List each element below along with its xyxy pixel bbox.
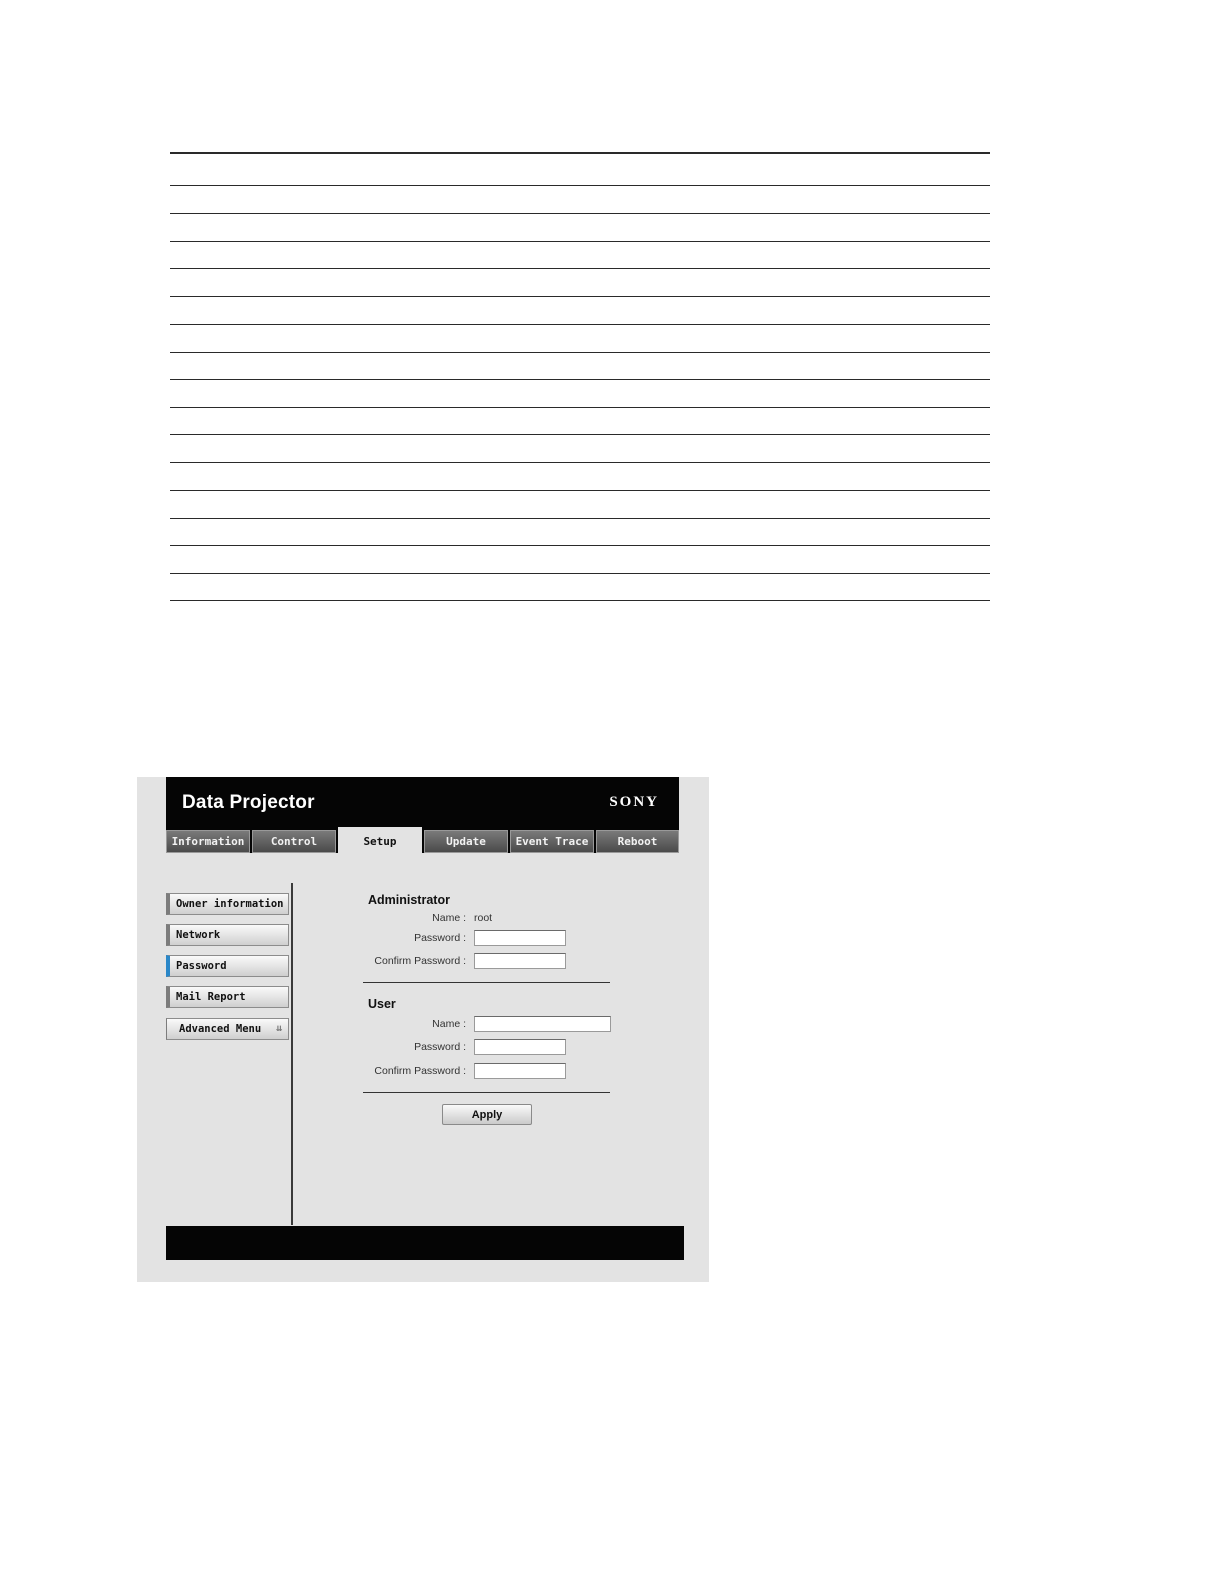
admin-name-value: root [474,912,493,924]
user-confirm-password-label: Confirm Password : [374,1065,466,1077]
section-divider [363,1092,610,1093]
admin-confirm-password-label: Confirm Password : [374,955,466,967]
sidebar-item-label: Owner information [176,898,284,910]
app-title: Data Projector [182,792,315,813]
sidebar-item-advanced-menu[interactable] [166,1018,289,1040]
user-name-input[interactable] [474,1016,611,1032]
user-confirm-password-input[interactable] [474,1063,566,1079]
rule-line [170,241,990,242]
user-section-title: User [368,997,396,1011]
tab-control[interactable]: Control [252,830,336,853]
sidebar-item-owner-information[interactable] [166,893,289,915]
admin-password-label: Password : [414,932,466,944]
app-header [166,777,679,853]
rule-line [170,379,990,380]
rule-line [170,518,990,519]
double-chevron-down-icon: ⇊ [275,1023,282,1034]
rule-line [170,352,990,353]
sidebar-item-label: Password [176,960,227,972]
sidebar-item-label: Advanced Menu [179,1023,262,1035]
brand-logo: SONY [609,794,659,810]
rule-line [170,185,990,186]
rule-line [170,296,990,297]
sidebar-item-mail-report[interactable] [166,986,289,1008]
projector-web-ui [137,777,709,1282]
tab-update[interactable]: Update [424,830,508,853]
sidebar-item-label: Network [176,929,221,941]
rule-line [170,152,990,154]
footer-bar [166,1226,684,1260]
sidebar-item-network[interactable] [166,924,289,946]
section-divider [363,982,610,983]
sidebar-divider [291,883,293,1225]
admin-confirm-password-input[interactable] [474,953,566,969]
rule-line [170,434,990,435]
rule-line [170,324,990,325]
rule-line [170,268,990,269]
rule-line [170,407,990,408]
rule-line [170,545,990,546]
tab-reboot[interactable]: Reboot [596,830,679,853]
rule-line [170,600,990,601]
administrator-section-title: Administrator [368,893,450,907]
user-name-label: Name : [432,1018,466,1030]
tab-bar [166,827,679,853]
admin-password-input[interactable] [474,930,566,946]
rule-line [170,213,990,214]
rule-line [170,573,990,574]
apply-button[interactable]: Apply [442,1104,532,1125]
admin-name-label: Name : [432,912,466,924]
sidebar-item-label: Mail Report [176,991,246,1003]
tab-event-trace[interactable]: Event Trace [510,830,594,853]
user-password-input[interactable] [474,1039,566,1055]
user-password-label: Password : [414,1041,466,1053]
tab-information[interactable]: Information [166,830,250,853]
tab-setup[interactable]: Setup [338,827,422,855]
sidebar-item-password[interactable] [166,955,289,977]
ruled-lines [170,152,990,592]
rule-line [170,462,990,463]
rule-line [170,490,990,491]
